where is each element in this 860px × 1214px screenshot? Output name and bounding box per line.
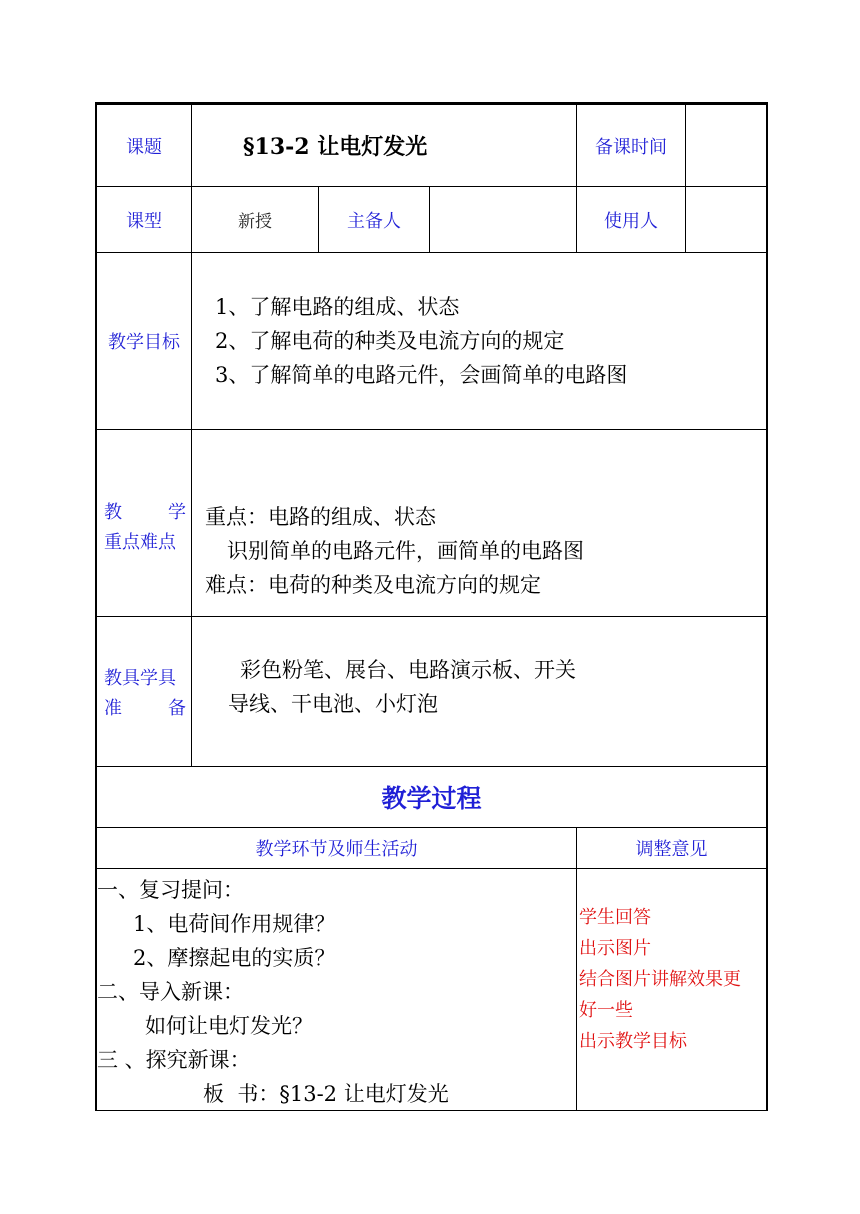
- row-divider: [95, 616, 767, 617]
- row-divider: [95, 252, 767, 253]
- activity-line: 如何让电灯发光？: [145, 1014, 313, 1038]
- key-points-text: [205, 500, 584, 602]
- key-points-label: [104, 498, 186, 558]
- prep-time-value[interactable]: [686, 105, 766, 186]
- activity-line: 二、导入新课：: [97, 980, 244, 1004]
- activity-line: 1、电荷间作用规律？: [133, 912, 336, 936]
- objectives-label: 教学目标: [108, 332, 180, 353]
- activity-line: 三 、探究新课：: [97, 1048, 251, 1072]
- materials-line: 导线、干电池、小灯泡: [228, 692, 438, 716]
- materials-label-char: 准: [104, 698, 122, 719]
- row-divider: [95, 868, 767, 869]
- table-border-right: [766, 102, 768, 1111]
- user-value[interactable]: [686, 187, 766, 252]
- adjust-note: 学生回答: [579, 907, 651, 928]
- topic-label: 课题: [126, 136, 162, 158]
- activity-line: 板 书：§13-2 让电灯发光: [203, 1082, 449, 1106]
- objective-item: 1、了解电路的组成、状态: [215, 295, 460, 319]
- key-points-label-char: 学: [168, 502, 186, 523]
- materials-text: [228, 653, 576, 721]
- activity-content: [97, 873, 449, 1111]
- type-label: 课型: [126, 210, 162, 232]
- user-label: 使用人: [604, 210, 658, 232]
- type-value[interactable]: 新授: [238, 212, 272, 232]
- prep-time-label: 备课时间: [595, 136, 667, 158]
- key-point-line: 重点：电路的组成、状态: [205, 505, 436, 529]
- row-divider: [95, 429, 767, 430]
- objective-item: 2、了解电荷的种类及电流方向的规定: [215, 329, 565, 353]
- adjust-note: 结合图片讲解效果更: [579, 969, 741, 990]
- materials-label-line: 教具学具: [104, 668, 176, 689]
- process-title: 教学过程: [381, 784, 482, 813]
- adjust-note: 出示图片: [579, 938, 651, 959]
- adjust-notes: [579, 902, 741, 1057]
- objectives-list: [215, 290, 627, 392]
- key-point-line: 识别简单的电路元件，画简单的电路图: [227, 539, 584, 563]
- adjust-note: 好一些: [579, 1000, 633, 1021]
- adjust-column-header: 调整意见: [635, 839, 708, 860]
- activity-line: 2、摩擦起电的实质？: [133, 946, 336, 970]
- activity-line: 一、复习提问：: [97, 878, 244, 902]
- topic-value[interactable]: §13-2 让电灯发光: [243, 134, 428, 160]
- objective-item: 3、了解简单的电路元件，会画简单的电路图: [215, 363, 628, 387]
- adjust-note: 出示教学目标: [579, 1031, 687, 1052]
- key-points-label-line: 重点难点: [104, 532, 176, 553]
- main-preparer-value[interactable]: [430, 187, 576, 252]
- materials-label-char: 备: [168, 698, 186, 719]
- key-points-label-char: 教: [104, 502, 122, 523]
- column-divider: [576, 827, 577, 1111]
- main-preparer-label: 主备人: [347, 210, 401, 232]
- materials-line: 彩色粉笔、展台、电路演示板、开关: [240, 658, 576, 682]
- key-point-line: 难点：电荷的种类及电流方向的规定: [205, 573, 541, 597]
- materials-label: [104, 664, 186, 724]
- activity-column-header: 教学环节及师生活动: [255, 839, 418, 860]
